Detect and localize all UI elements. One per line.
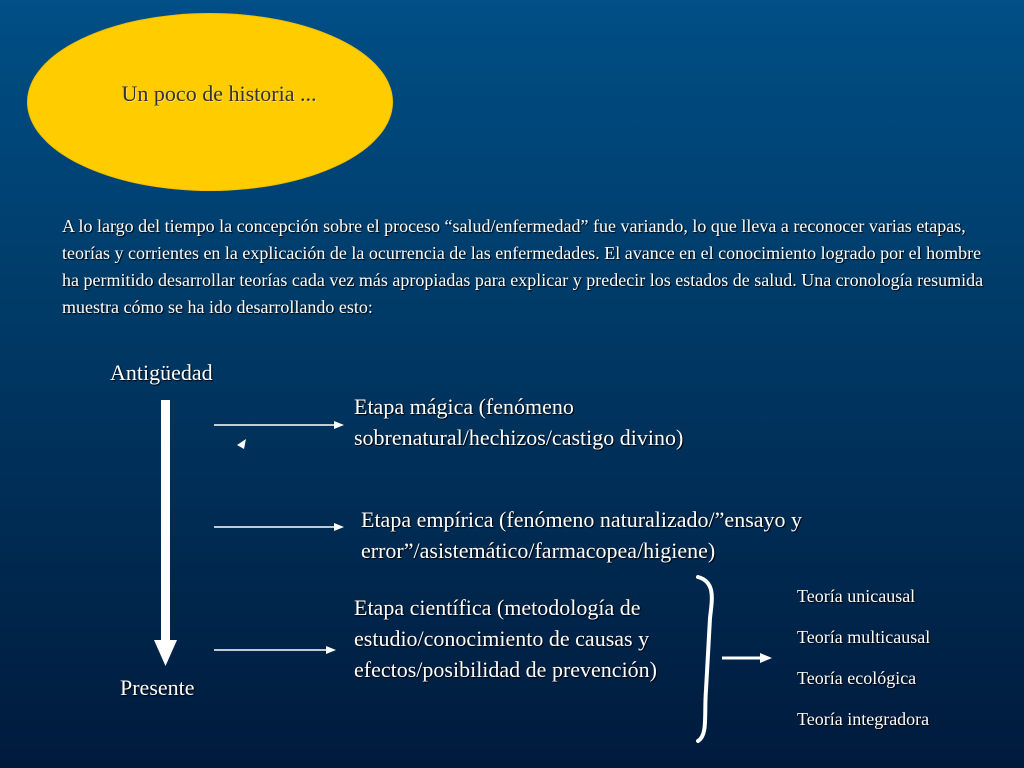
stage-cientifica-line1: Etapa científica (metodología de: [354, 595, 641, 620]
stage-cientifica-line2: estudio/conocimiento de causas y: [354, 626, 650, 651]
right-bracket: [698, 577, 712, 741]
stage-magica-line1: Etapa mágica (fenómeno: [354, 394, 574, 419]
theories-arrow: [722, 653, 772, 663]
intro-paragraph: A lo largo del tiempo la concepción sobre el proceso “salud/enfermedad” fue variando, lo que lleva a reconocer varias etapas, teorías y corrientes en la explicación de la ocurrencia de las enfermedades. El avance en el conocimiento logrado por el hombre ha permitido desarrollar teorías cada vez más apropiadas para explicar y predecir los estados de salud. Una cronología resumida muestra cómo se ha ido desarrollando esto:: [62, 216, 984, 317]
stage-empirica: [361, 504, 802, 566]
small-arrowhead: [237, 439, 246, 449]
stage-cientifica-line3: efectos/posibilidad de prevención): [354, 657, 658, 682]
theory-multicausal: Teoría multicausal: [797, 627, 931, 647]
theory-unicausal: Teoría unicausal: [797, 586, 916, 606]
timeline-end-label: Presente: [120, 675, 195, 700]
theory-ecologica: Teoría ecológica: [797, 668, 917, 688]
stage-3-arrow: [214, 646, 336, 654]
timeline-arrow: [154, 400, 177, 666]
stage-cientifica: [354, 592, 657, 685]
theory-integradora: Teoría integradora: [797, 709, 930, 729]
timeline-start-label: Antigüedad: [110, 360, 213, 385]
stage-magica: [354, 391, 683, 453]
stage-2-arrow: [214, 523, 344, 531]
title-oval: [27, 13, 393, 191]
stage-empirica-line2: error”/asistemático/farmacopea/higiene): [361, 538, 716, 563]
stage-1-arrow: [214, 421, 344, 429]
stage-empirica-line1: Etapa empírica (fenómeno naturalizado/”ensayo y: [361, 507, 803, 532]
stage-magica-line2: sobrenatural/hechizos/castigo divino): [354, 425, 684, 450]
slide-title: Un poco de historia ...: [121, 81, 317, 106]
